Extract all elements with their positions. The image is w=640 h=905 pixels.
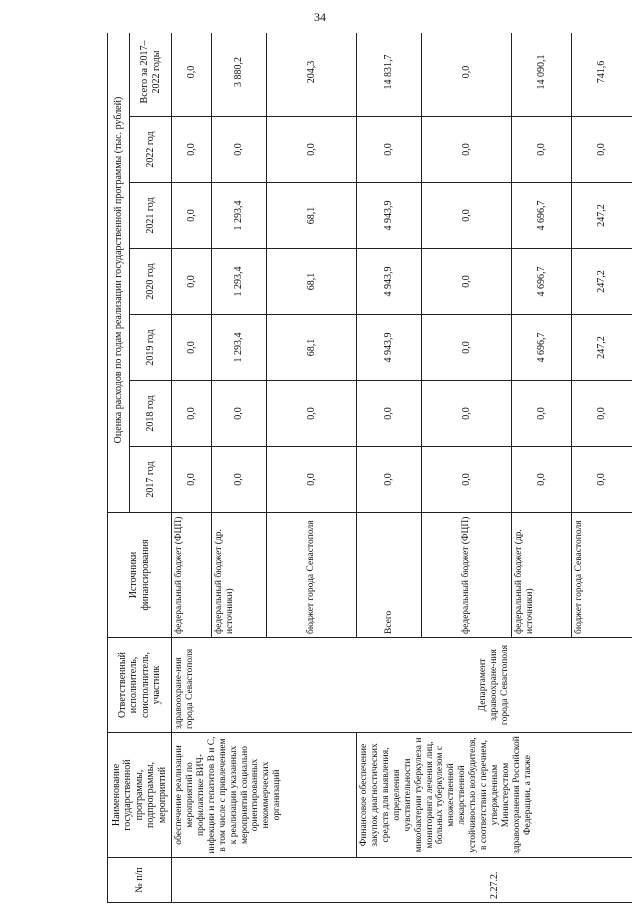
source-cell: федеральный бюджет (др. источники) <box>512 513 572 638</box>
value-cell: 0,0 <box>212 381 267 447</box>
value-cell: 0,0 <box>172 183 212 249</box>
measure-name: обеспечение реализации мероприятий по профилактике ВИЧ-инфекции и гепатитов В и С, в том числе с привлечением к реализации указанных мероприятий социально ориентированных некоммерческих организаций <box>172 733 357 858</box>
value-cell: 247,2 <box>572 183 633 249</box>
value-cell: 247,2 <box>572 249 633 315</box>
value-cell: 204,3 <box>267 33 357 117</box>
header-year: 2019 год <box>130 315 172 381</box>
value-cell: 0,0 <box>422 249 512 315</box>
header-responsible: Ответственный исполнитель, соисполнитель, участник <box>108 638 172 733</box>
header-year: 2020 год <box>130 249 172 315</box>
value-cell: 0,0 <box>267 447 357 513</box>
row-num-cell <box>172 858 357 903</box>
page-number: 34 <box>314 10 326 24</box>
value-cell: 0,0 <box>572 447 633 513</box>
value-cell: 4 943,9 <box>357 315 422 381</box>
value-cell: 0,0 <box>512 447 572 513</box>
value-cell: 0,0 <box>172 117 212 183</box>
source-cell: Всего <box>357 513 422 638</box>
value-cell: 68,1 <box>267 183 357 249</box>
table-row <box>357 33 422 903</box>
rotated-table-container <box>107 33 632 903</box>
value-cell: 4 696,7 <box>512 249 572 315</box>
header-source: Источники финансирования <box>108 513 172 638</box>
value-cell: 0,0 <box>172 447 212 513</box>
value-cell: 14 831,7 <box>357 33 422 117</box>
value-cell: 4 696,7 <box>512 183 572 249</box>
header-total: Всего за 2017–2022 годы <box>130 33 172 117</box>
value-cell: 0,0 <box>422 33 512 117</box>
header-num: № п/п <box>108 858 172 903</box>
value-cell: 14 090,1 <box>512 33 572 117</box>
value-cell: 0,0 <box>422 381 512 447</box>
value-cell: 0,0 <box>422 183 512 249</box>
responsible-cell: здравоохране-ния города Севастополя <box>172 638 357 733</box>
source-cell: федеральный бюджет (др. источники) <box>212 513 267 638</box>
value-cell: 4 696,7 <box>512 315 572 381</box>
value-cell: 0,0 <box>512 117 572 183</box>
source-cell: федеральный бюджет (ФЦП) <box>422 513 512 638</box>
financing-table <box>107 33 632 903</box>
value-cell: 0,0 <box>212 447 267 513</box>
table-row <box>172 33 212 903</box>
value-cell: 4 943,9 <box>357 249 422 315</box>
value-cell: 68,1 <box>267 315 357 381</box>
header-year: 2017 год <box>130 447 172 513</box>
value-cell: 0,0 <box>172 33 212 117</box>
value-cell: 0,0 <box>357 447 422 513</box>
value-cell: 247,2 <box>572 315 633 381</box>
header-year: 2022 год <box>130 117 172 183</box>
source-cell: бюджет города Севастополя <box>572 513 633 638</box>
header-row-1 <box>108 33 130 903</box>
header-name: Наименование государственной программы, подпрограммы, мероприятий <box>108 733 172 858</box>
header-year: 2021 год <box>130 183 172 249</box>
value-cell: 0,0 <box>422 315 512 381</box>
value-cell: 0,0 <box>422 447 512 513</box>
value-cell: 0,0 <box>212 117 267 183</box>
value-cell: 0,0 <box>267 117 357 183</box>
header-year: 2018 год <box>130 381 172 447</box>
value-cell: 0,0 <box>172 381 212 447</box>
value-cell: 0,0 <box>422 117 512 183</box>
value-cell: 0,0 <box>572 381 633 447</box>
value-cell: 0,0 <box>512 381 572 447</box>
value-cell: 0,0 <box>172 315 212 381</box>
value-cell: 1 293,4 <box>212 249 267 315</box>
responsible-cell: Департамент здравоохране-ния города Севастополя <box>357 638 633 733</box>
value-cell: 1 293,4 <box>212 183 267 249</box>
value-cell: 0,0 <box>267 381 357 447</box>
source-cell: бюджет города Севастополя <box>267 513 357 638</box>
value-cell: 741,6 <box>572 33 633 117</box>
value-cell: 1 293,4 <box>212 315 267 381</box>
value-cell: 0,0 <box>572 117 633 183</box>
value-cell: 68,1 <box>267 249 357 315</box>
value-cell: 3 880,2 <box>212 33 267 117</box>
value-cell: 0,0 <box>357 117 422 183</box>
source-cell: федеральный бюджет (ФЦП) <box>172 513 212 638</box>
measure-name: Финансовое обеспечение закупок диагностических средств для выявления, определения чувствительности микобактерии туберкулеза и мониторинга лечения лиц, больных туберкулезом с множественной лекарственной устойчивостью возбудителя, в соответствии с перечнем, утвержденным Министерством здравоохранения Российской Федерации, а также <box>357 733 633 858</box>
row-code: 2.27.2. <box>357 858 633 903</box>
table-viewport <box>107 33 632 903</box>
header-estimate: Оценка расходов по годам реализации государственной программы (тыс. рублей) <box>108 33 130 513</box>
value-cell: 4 943,9 <box>357 183 422 249</box>
value-cell: 0,0 <box>357 381 422 447</box>
value-cell: 0,0 <box>172 249 212 315</box>
